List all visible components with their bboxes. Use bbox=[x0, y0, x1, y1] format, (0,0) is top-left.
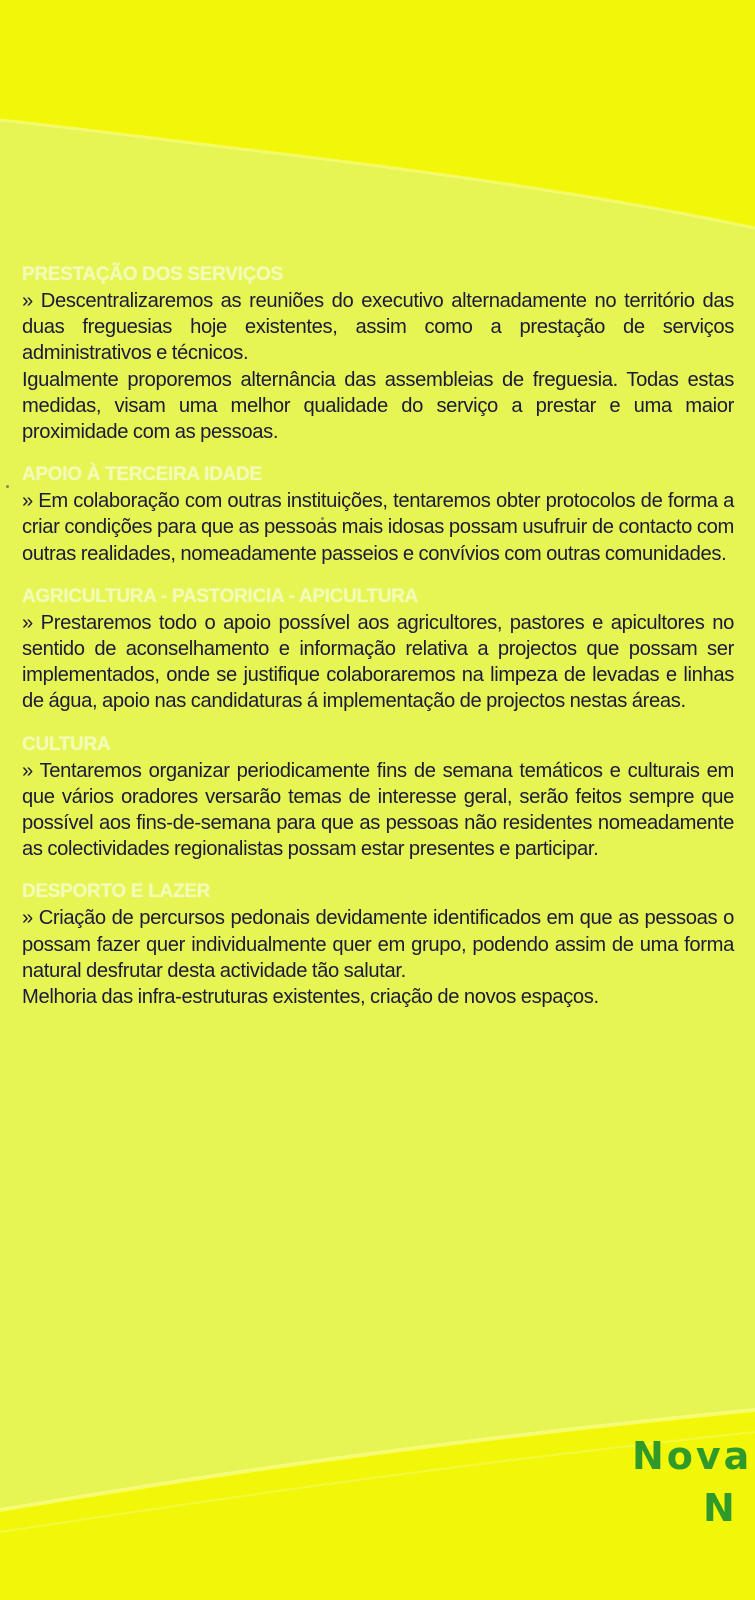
main-content bbox=[22, 262, 734, 1010]
section-paragraph: » Descentralizaremos as reuniões do executivo alternadamente no território das duas freguesias hoje existentes, assim como a prestação de serviços administrativos e técnicos. bbox=[22, 290, 734, 365]
section-heading: APOIO À TERCEIRA IDADE bbox=[22, 464, 262, 486]
section-paragraph: » Em colaboração com outras instituições, tentaremos obter protocolos de forma a criar condições para que as pessoas mais idosas possam usufruir de contacto com outras realidades, nomeadamente passeios e convívios com outras comunidades. bbox=[22, 490, 734, 565]
section-paragraph: » Prestaremos todo o apoio possível aos agricultores, pastores e apicultores no sentido de aconselhamento e informação relativa a projectos que possam ser implementados, onde se justifique colaboraremos na limpeza de levadas e linhas de água, apoio nas candidaturas á implementação de projectos nestas áreas. bbox=[22, 611, 734, 713]
section-paragraph: Melhoria das infra-estruturas existentes, criação de novos espaços. bbox=[22, 986, 599, 1009]
footer-title-line-2: N bbox=[703, 1486, 738, 1530]
footer-title-line-1: Nova bbox=[632, 1434, 753, 1478]
section-heading: DESPORTO E LAZER bbox=[22, 881, 211, 903]
section-cultura bbox=[22, 732, 734, 863]
section-agricultura bbox=[22, 584, 734, 715]
section-apoio-terceira-idade bbox=[22, 462, 734, 567]
section-heading: PRESTAÇÃO DOS SERVIÇOS bbox=[22, 264, 283, 285]
section-heading: CULTURA bbox=[22, 733, 111, 755]
section-desporto-lazer bbox=[22, 879, 734, 1010]
section-paragraph: Igualmente proporemos alternância das assembleias de freguesia. Todas estas medidas, visam uma melhor qualidade do serviço a prestar e uma maior proximidade com as pessoas. bbox=[22, 368, 734, 444]
section-paragraph: » Tentaremos organizar periodicamente fins de semana temáticos e culturais em que vários oradores versarão temas de interesse geral, serão feitos sempre que possível aos fins-de-semana para que as pessoas não residentes nomeadamente as colectividades regionalistas possam estar presentes e participar. bbox=[22, 759, 734, 861]
speck bbox=[6, 485, 9, 488]
section-paragraph: » Criação de percursos pedonais devidamente identificados em que as pessoas o possam fazer quer individualmente quer em grupo, podendo assim de uma forma natural desfrutar desta actividade tão salutar. bbox=[22, 907, 734, 982]
section-heading: AGRICULTURA - PASTORICIA - APICULTURA bbox=[22, 585, 418, 607]
section-prestacao-servicos bbox=[22, 262, 734, 445]
